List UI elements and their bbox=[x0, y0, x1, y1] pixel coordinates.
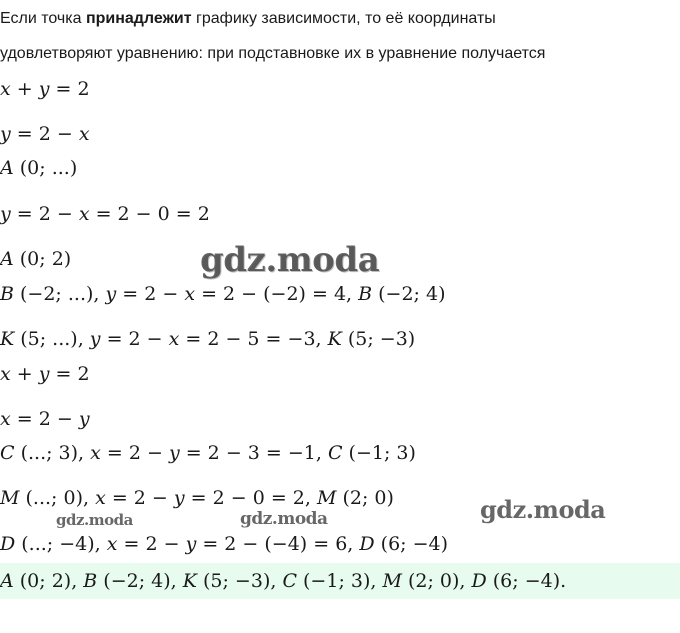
math-line-8: x + y = 2 bbox=[0, 363, 90, 385]
math-line-3: A (0; ...) bbox=[0, 157, 78, 179]
intro-text: Если точка bbox=[0, 10, 86, 27]
math-line-1: x + y = 2 bbox=[0, 78, 90, 100]
watermark-logo: gdz.moda bbox=[200, 240, 380, 280]
answer-line: A (0; 2), B (−2; 4), K (5; −3), C (−1; 3), M (2; 0), D (6; −4). bbox=[0, 570, 567, 592]
math-line-6: B (−2; ...), y = 2 − x = 2 − (−2) = 4, B (−2; 4) bbox=[0, 283, 446, 305]
math-line-2: y = 2 − x bbox=[0, 123, 90, 145]
math-line-4: y = 2 − x = 2 − 0 = 2 bbox=[0, 203, 210, 225]
math-line-12: D (...; −4), x = 2 − y = 2 − (−4) = 6, D (6; −4) bbox=[0, 533, 449, 555]
math-line-5: A (0; 2) bbox=[0, 248, 72, 270]
intro-line-2: удовлетворяют уравнению: при подставновке их в уравнение получается bbox=[0, 45, 546, 62]
watermark-logo: gdz.moda bbox=[56, 511, 133, 529]
math-line-11: M (...; 0), x = 2 − y = 2 − 0 = 2, M (2; 0) bbox=[0, 487, 394, 509]
math-line-10: C (...; 3), x = 2 − y = 2 − 3 = −1, C (−1; 3) bbox=[0, 442, 416, 464]
intro-text: графику зависимости, то её координаты bbox=[191, 10, 496, 27]
intro-bold-word: принадлежит bbox=[85, 10, 192, 27]
answer-highlight bbox=[0, 563, 680, 599]
watermark-logo: gdz.moda bbox=[240, 509, 328, 529]
math-line-9: x = 2 − y bbox=[0, 408, 90, 430]
math-line-7: K (5; ...), y = 2 − x = 2 − 5 = −3, K (5; −3) bbox=[0, 328, 416, 350]
intro-line-1 bbox=[0, 9, 496, 29]
watermark-logo: gdz.moda bbox=[480, 495, 606, 524]
